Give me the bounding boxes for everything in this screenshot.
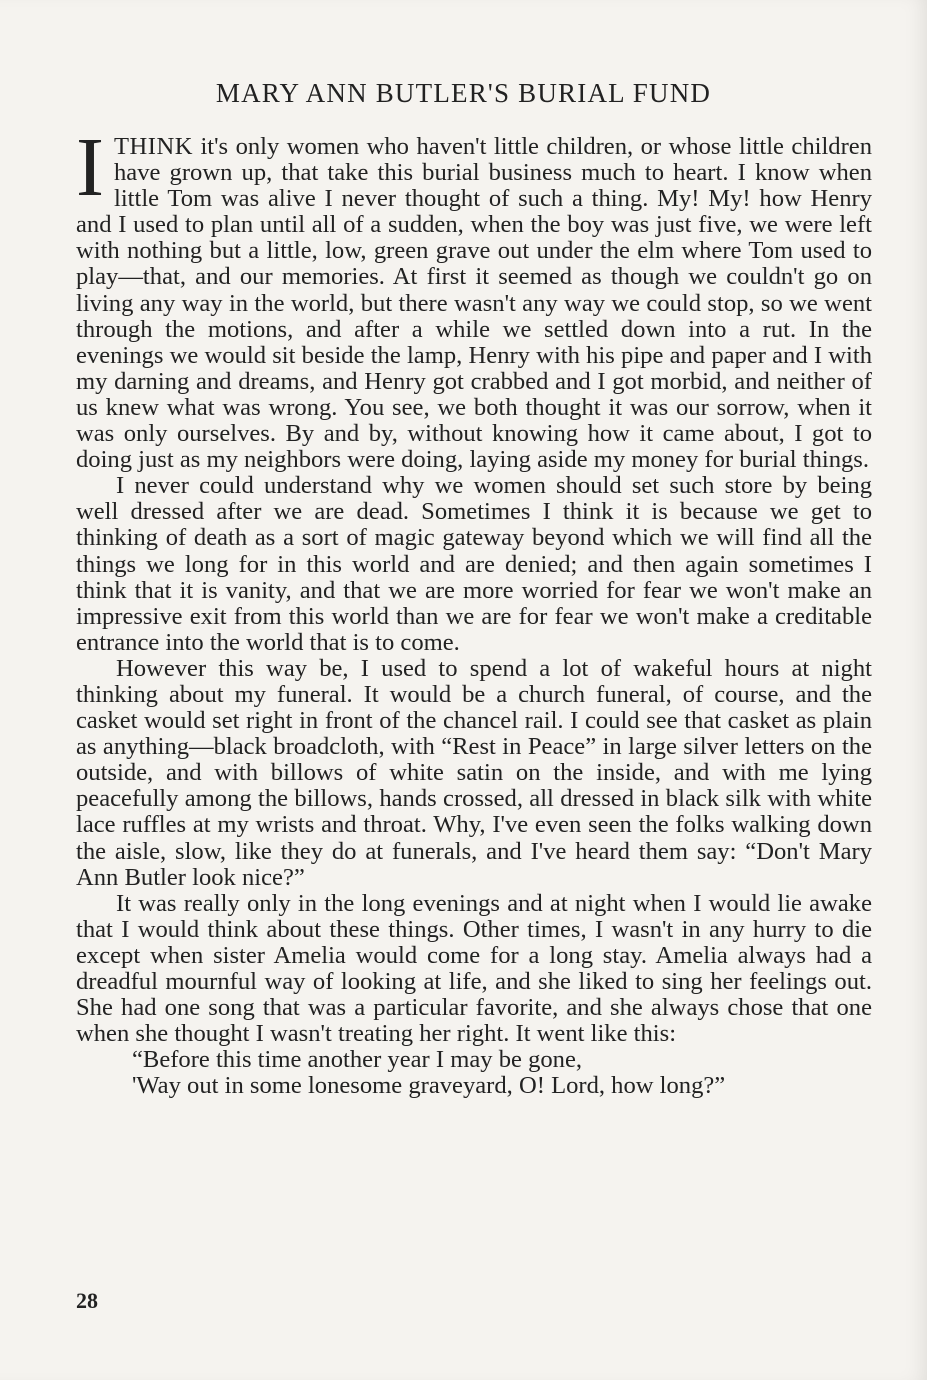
page-number: 28: [76, 1288, 98, 1313]
paragraph-2: I never could understand why we women should set such store by being well dressed after we are dead. Sometimes I think it is because we get to thinking of death as a sort of magic gateway beyond which we will find all the things we long for in this world and are denied; and then again sometimes I think that it is vanity, and that we are more worried for fear we won't make an impressive exit from this world than we are for fear we won't make a creditable entrance into the world that is to come.: [76, 472, 872, 656]
opening-words: THINK: [113, 133, 193, 160]
chapter-title: MARY ANN BUTLER'S BURIAL FUND: [215, 78, 712, 108]
verse-line-1: “Before this time another year I may be gone,: [132, 1046, 583, 1074]
verse-line-2: 'Way out in some lonesome graveyard, O! Lord, how long?”: [132, 1072, 726, 1100]
paragraph-4: It was really only in the long evenings and at night when I would lie awake that I would think about these things. Other times, I wasn't in any hurry to die except when sister Amelia would come for a long stay. Amelia always had a dreadful mournful way of looking at life, and she liked to sing her feelings out. She had one song that was a particular favorite, and she always chose that one when she thought I wasn't treating her right. It went like this:: [76, 889, 872, 1048]
paragraph-1: [76, 121, 872, 474]
chapter-body: [76, 121, 872, 1100]
drop-cap: I: [76, 121, 104, 214]
song-verse: [76, 1047, 872, 1099]
paragraph-3: However this way be, I used to spend a lot of wakeful hours at night thinking about my funeral. It would be a church funeral, of course, and the casket would set right in front of the chancel rail. I could see that casket as plain as anything—black broadcloth, with “Rest in Peace” in large silver letters on the outside, and with billows of white satin on the inside, and with me lying peacefully among the billows, hands crossed, all dressed in black silk with white lace ruffles at my wrists and throat. Why, I've even seen the folks walking down the aisle, slow, like they do at funerals, and I've heard them say: “Don't Mary Ann Butler look nice?”: [76, 654, 872, 891]
paragraph-1-text: it's only women who haven't little children, or whose little children have grown up, that take this burial business much to heart. I know when little Tom was alive I never thought of such a thing. My! My! how Henry and I used to plan until all of a sudden, when the boy was just five, we were left with nothing but a little, low, green grave out under the elm where Tom used to play—that, and our memories. At first it seemed as though we couldn't go on living any way in the world, but there wasn't any way we could stop, so we went through the motions, and after a while we settled down into a rut. In the evenings we would sit beside the lamp, Henry with his pipe and paper and I with my darning and dreams, and Henry got crabbed and I got morbid, and neither of us knew what was wrong. You see, we both thought it was our sorrow, when it was only ourselves. By and by, without knowing how it came about, I got to doing just as my neighbors were doing, laying aside my money for burial things.: [76, 133, 872, 474]
